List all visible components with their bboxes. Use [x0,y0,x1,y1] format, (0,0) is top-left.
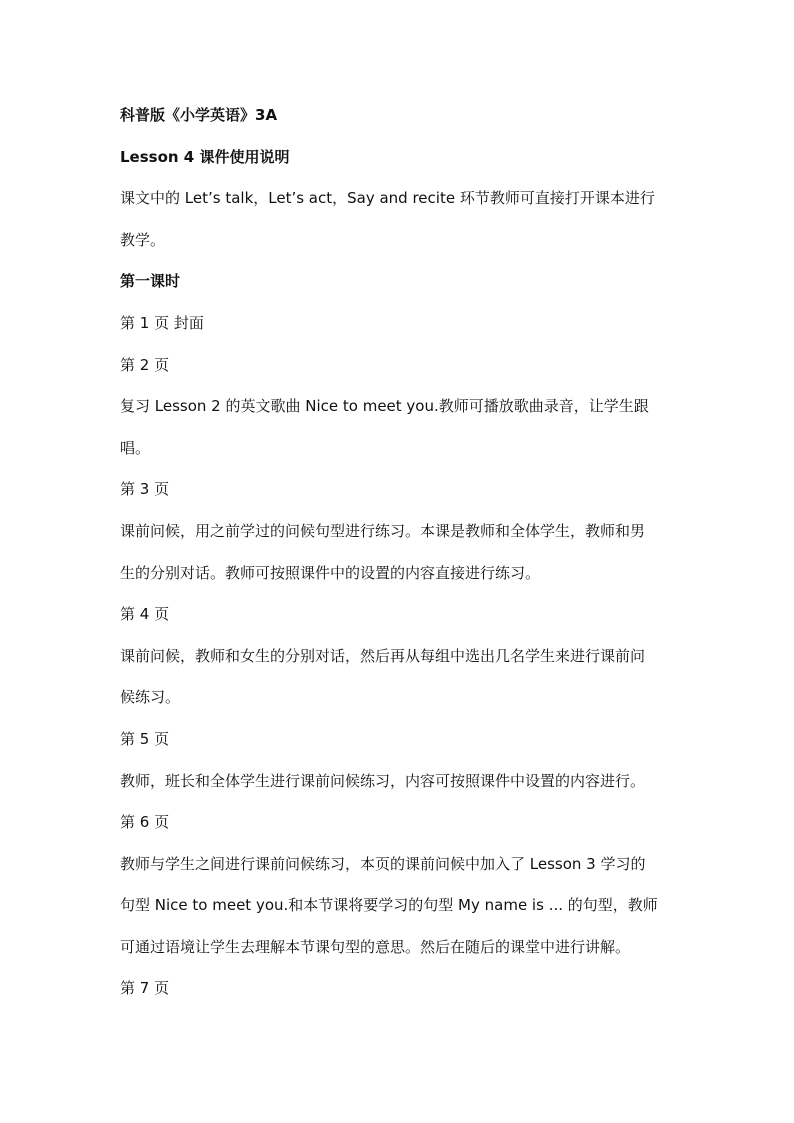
document-title: 科普版《小学英语》3A [120,106,278,124]
page-3-label: 第 3 页 [120,480,170,499]
page-3-line-1: 课前问候，用之前学过的问候句型进行练习。本课是教师和全体学生，教师和男 [120,521,646,540]
page-5-line-1: 教师，班长和全体学生进行课前问候练习，内容可按照课件中设置的内容进行。 [120,771,646,790]
document-subtitle: Lesson 4 课件使用说明 [120,147,290,166]
page-4-line-2: 候练习。 [120,688,181,707]
page-6-line-2: 句型 Nice to meet you.和本节课将要学习的句型 My name is ... 的句型，教师 [120,896,658,915]
page-6-line-3: 可通过语境让学生去理解本节课句型的意思。然后在随后的课堂中进行讲解。 [120,937,631,956]
page-2-label: 第 2 页 [120,355,170,374]
page-4-label: 第 4 页 [120,605,170,624]
section-heading: 第一课时 [120,272,181,291]
page-4-line-1: 课前问候，教师和女生的分别对话，然后再从每组中选出几名学生来进行课前问 [120,646,646,665]
page-6-line-1: 教师与学生之间进行课前问候练习，本页的课前问候中加入了 Lesson 3 学习的 [120,854,646,873]
page-6-label: 第 6 页 [120,813,170,832]
page-2-line-2: 唱。 [120,438,151,457]
intro-line-2: 教学。 [120,230,166,249]
page-7-label: 第 7 页 [120,979,170,998]
page-3-line-2: 生的分别对话。教师可按照课件中的设置的内容直接进行练习。 [120,563,541,582]
document-body [120,105,680,998]
page-5-label: 第 5 页 [120,729,170,748]
page-2-line-1: 复习 Lesson 2 的英文歌曲 Nice to meet you.教师可播放歌曲录音，让学生跟 [120,397,649,416]
intro-line-1: 课文中的 Let’s talk，Let’s act，Say and recite 环节教师可直接打开课本进行 [120,189,655,208]
page-1-label: 第 1 页 封面 [120,313,204,332]
